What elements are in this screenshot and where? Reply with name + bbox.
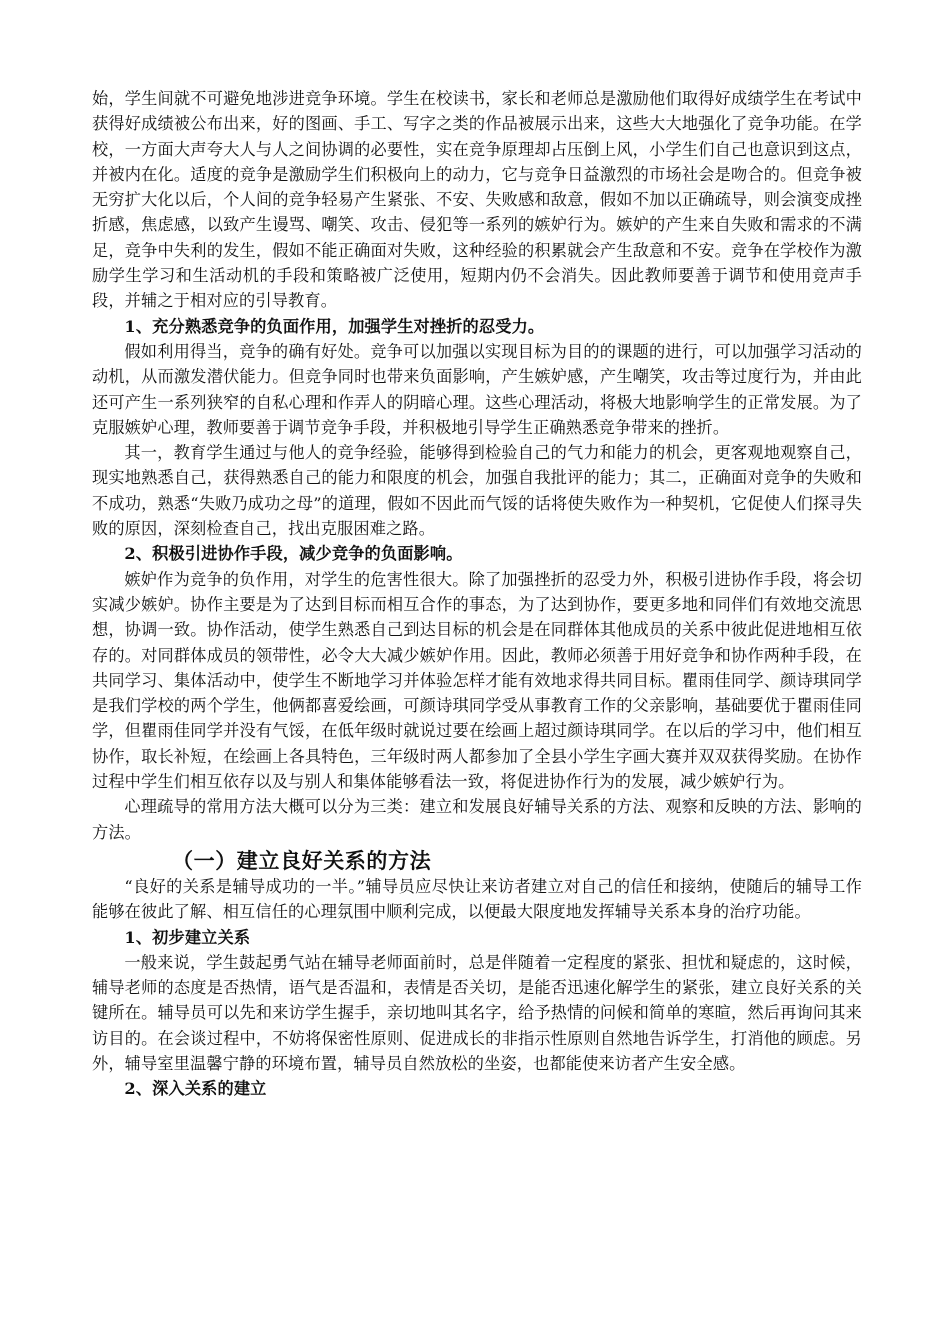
subheading-negative-effects: 1、充分熟悉竞争的负面作用，加强学生对挫折的忍受力。 [124, 316, 545, 336]
paragraph-good-relationship: “良好的关系是辅导成功的一半。”辅导员应尽快让来访者建立对自己的信任和接纳，使随后的辅导工作能够在彼此了解、相互信任的心理氛围中顺利完成，以便最大限度地发挥辅导关系本身的治疗功能。 [92, 876, 862, 922]
paragraph-cooperation: 嫉妒作为竞争的负作用，对学生的危害性很大。除了加强挫折的忍受力外，积极引进协作手段，将会切实减少嫉妒。协作主要是为了达到目标而相互合作的事态，为了达到协作，要更多地和同伴们有效地交流思想，协调一致。协作活动，使学生熟悉自己到达目标的机会是在同群体其他成员的关系中彼此促进地相互依存的。对同群体成员的领带性，必令大大减少嫉妒作用。因此，教师必须善于用好竞争和协作两种手段，在共同学习、集体活动中，使学生不断地学习并体验怎样才能有效地求得共同目标。瞿雨佳同学、颜诗琪同学是我们学校的两个学生，他俩都喜爱绘画，可颜诗琪同学受从事教育工作的父亲影响，基础要优于瞿雨佳同学，但瞿雨佳同学并没有气馁，在低年级时就说过要在绘画上超过颜诗琪同学。在以后的学习中，他们相互协作，取长补短，在绘画上各具特色，三年级时两人都参加了全县小学生字画大赛并双双获得奖励。在协作过程中学生们相互依存以及与别人和集体能够看法一致，将促进协作行为的发展，减少嫉妒行为。 [92, 569, 862, 792]
paragraph-methods-overview: 心理疏导的常用方法大概可以分为三类：建立和发展良好辅导关系的方法、观察和反映的方法、影响的方法。 [92, 797, 862, 842]
subheading-cooperation: 2、积极引进协作手段，减少竞争的负面影响。 [124, 544, 463, 564]
paragraph-initial-relationship: 一般来说，学生鼓起勇气站在辅导老师面前时，总是伴随着一定程度的紧张、担忧和疑虑的，这时候，辅导老师的态度是否热情，语气是否温和，表情是否关切，是能否迅速化解学生的紧张，建立良好关系的关键所在。辅导员可以先和来访学生握手，亲切地叫其名字，给予热情的问候和简单的寒暄，然后再询问其来访目的。在会谈过程中，不妨将保密性原则、促进成长的非指示性原则自然地告诉学生，打消他的顾虑。另外，辅导室里温馨宁静的环境布置，辅导员自然放松的坐姿，也都能使来访者产生安全感。 [92, 952, 862, 1073]
section-title: （一）建立良好关系的方法 [172, 847, 432, 873]
subheading-initial-relationship: 1、初步建立关系 [124, 927, 251, 947]
subheading-deepen-relationship: 2、深入关系的建立 [124, 1079, 267, 1099]
paragraph-self-criticism: 其一，教育学生通过与他人的竞争经验，能够得到检验自己的气力和能力的机会，更客观地观察自己，现实地熟悉自己，获得熟悉自己的能力和限度的机会，加强自我批评的能力；其二，正确面对竞争的失败和不成功，熟悉“失败乃成功之母”的道理，假如不因此而气馁的话将使失败作为一种契机，它促使人们探寻失败的原因，深刻检查自己，找出克服困难之路。 [92, 443, 862, 539]
paragraph-negative-effects: 假如利用得当，竞争的确有好处。竞争可以加强以实现目标为目的的课题的进行，可以加强学习活动的动机，从而激发潜伏能力。但竞争同时也带来负面影响，产生嫉妒感，产生嘲笑，攻击等过度行为，并由此还可产生一系列狭窄的自私心理和作弄人的阴暗心理。这些心理活动，将极大地影响学生的正常发展。为了克服嫉妒心理，教师要善于调节竞争手段，并积极地引导学生正确熟悉竞争带来的挫折。 [92, 341, 862, 437]
paragraph-intro: 始，学生间就不可避免地涉进竞争环境。学生在校读书，家长和老师总是激励他们取得好成绩学生在考试中获得好成绩被公布出来，好的图画、手工、写字之类的作品被展示出来，这些大大地强化了竞争功能。在学校，一方面大声夸大人与人之间协调的必要性，实在竞争原理却占压倒上风，小学生们自己也意识到这点，并被内在化。适度的竞争是激励学生们积极向上的动力，它与竞争日益激烈的市场社会是吻合的。但竞争被无穷扩大化以后，个人间的竞争轻易产生紧张、不安、失败感和敌意，假如不加以正确疏导，则会演变成挫折感，焦虑感，以致产生谩骂、嘲笑、攻击、侵犯等一系列的嫉妒行为。嫉妒的产生来自失败和需求的不满足，竞争中失利的发生，假如不能正确面对失败，这种经验的积累就会产生敌意和不安。竞争在学校作为激励学生学习和生活动机的手段和策略被广泛使用，短期内仍不会消失。因此教师要善于调节和使用竞声手段，并辅之于相对应的引导教育。 [92, 89, 862, 311]
